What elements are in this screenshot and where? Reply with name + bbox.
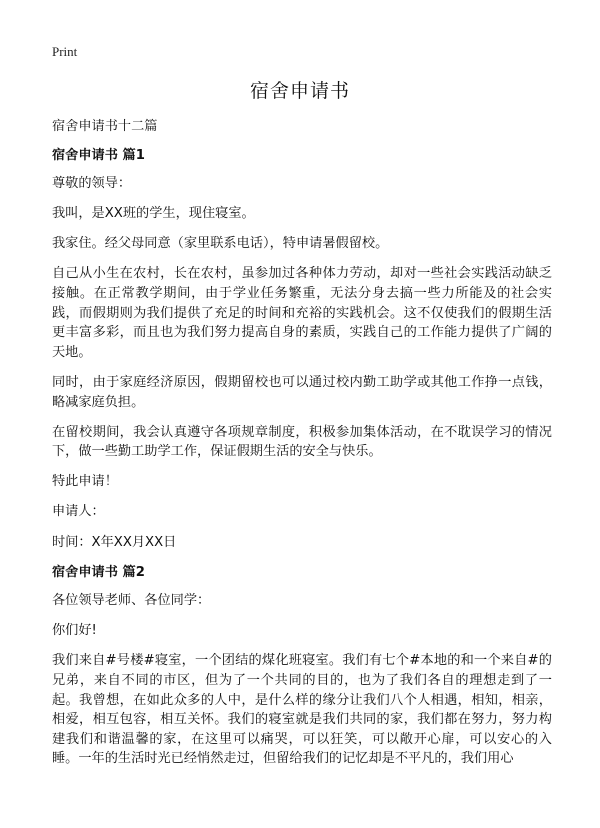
section-heading: 宿舍申请书 篇1 bbox=[52, 147, 145, 163]
paragraph: 时间：X年XX月XX日 bbox=[52, 534, 177, 550]
paragraph: 在留校期间，我会认真遵守各项规章制度，积极参加集体活动，在不耽误学习的情况下，做一些勤工助学工作，保证假期生活的安全与快乐。 bbox=[52, 424, 552, 460]
paragraph: 特此申请！ bbox=[52, 474, 118, 490]
document-subtitle: 宿舍申请书十二篇 bbox=[52, 119, 158, 134]
section-heading: 宿舍申请书 篇2 bbox=[52, 564, 145, 580]
print-label: Print bbox=[52, 44, 78, 59]
paragraph: 自己从小生在农村，长在农村，虽参加过各种体力劳动，却对一些社会实践活动缺乏接触。在正常教学期间，由于学业任务繁重，无法分身去搞一些力所能及的社会实践，而假期则为我们提供了充足的时间和充裕的实践机会。这不仅使我们的假期生活更丰富多彩，而且也为我们努力提高自身的素质，实践自己的工作能力提供了广阔的天地。 bbox=[52, 266, 552, 360]
paragraph: 申请人： bbox=[52, 504, 105, 520]
paragraph: 同时，由于家庭经济原因，假期留校也可以通过校内勤工助学或其他工作挣一点钱，略减家庭负担。 bbox=[52, 374, 552, 410]
document-title: 宿舍申请书 bbox=[249, 80, 350, 102]
paragraph: 我家住。经父母同意（家里联系电话），特申请暑假留校。 bbox=[52, 236, 389, 252]
paragraph: 我叫，是XX班的学生，现住寝室。 bbox=[52, 206, 255, 222]
paragraph: 你们好! bbox=[52, 623, 97, 639]
document-body bbox=[52, 117, 552, 779]
paragraph: 尊敬的领导： bbox=[52, 176, 132, 192]
paragraph: 各位领导老师、各位同学： bbox=[52, 593, 211, 609]
paragraph: 我们来自#号楼#寝室，一个团结的煤化班寝室。我们有七个#本地的和一个来自#的兄弟，来自不同的市区，但为了一个共同的目的，也为了我们各自的理想走到了一起。我曾想，在如此众多的人中，是什么样的缘分让我们八个人相遇，相知，相亲，相爱，相互包容，相互关怀。我们的寝室就是我们共同的家，我们都在努力，努力构建我们和谐温馨的家，在这里可以痛哭，可以狂笑，可以敞开心扉，可以安心的入睡。一年的生活时光已经悄然走过，但留给我们的记忆却是不平凡的，我们用心 bbox=[52, 653, 552, 767]
